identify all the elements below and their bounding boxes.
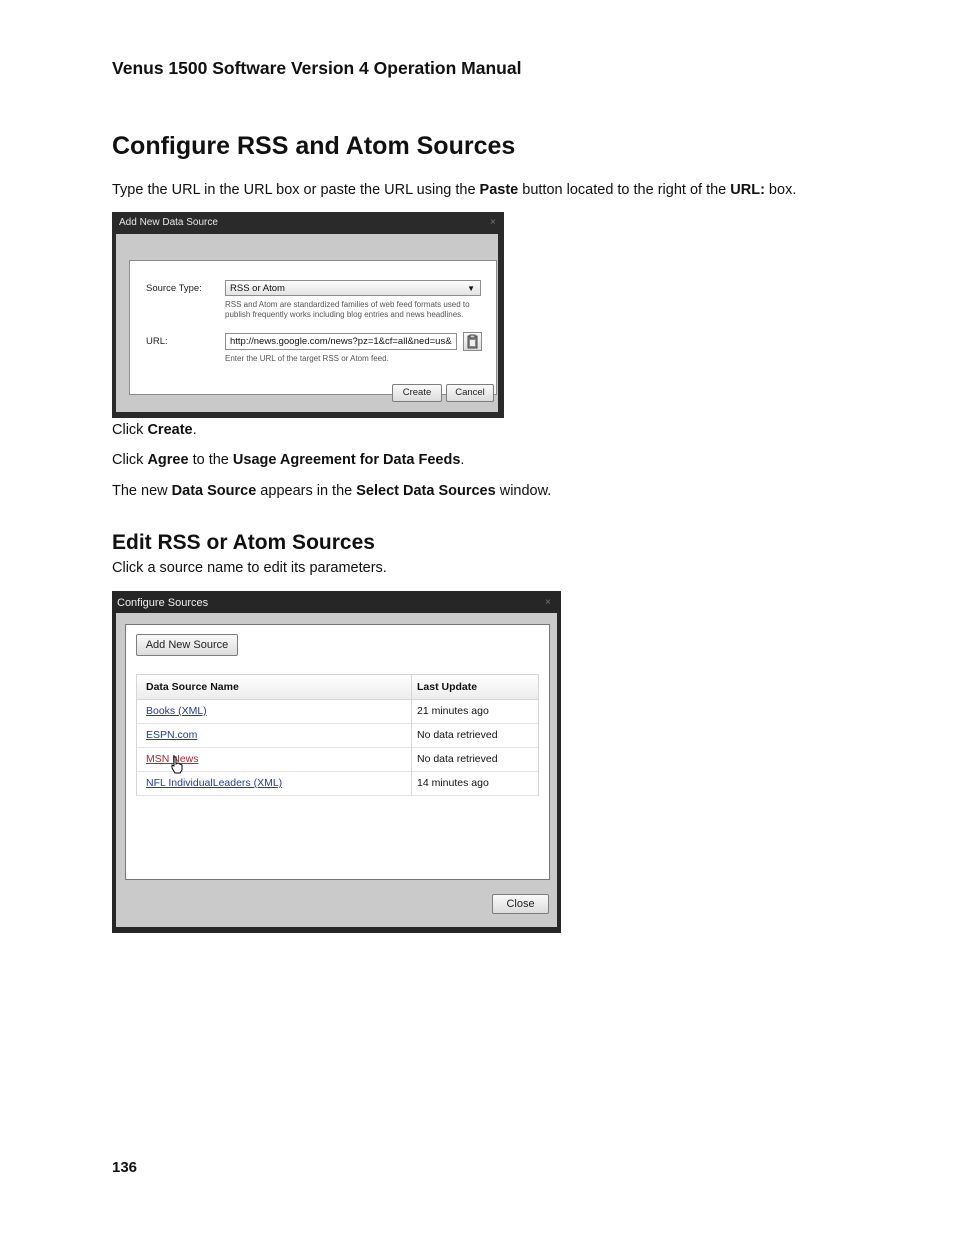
last-update-cell: No data retrieved xyxy=(417,753,498,765)
url-label: URL: xyxy=(146,336,168,347)
dialog-title: Configure Sources xyxy=(117,597,209,609)
url-help-text: Enter the URL of the target RSS or Atom feed. xyxy=(225,354,389,363)
section-title-edit: Edit RSS or Atom Sources xyxy=(112,531,375,554)
source-link-nfl[interactable]: NFL IndividualLeaders (XML) xyxy=(146,777,283,789)
column-header-name: Data Source Name xyxy=(146,681,239,693)
sources-table xyxy=(136,674,539,796)
source-type-label: Source Type: xyxy=(146,283,202,294)
close-button[interactable]: Close xyxy=(492,894,549,914)
dialog-body xyxy=(116,234,498,412)
last-update-cell: No data retrieved xyxy=(417,729,498,741)
clipboard-icon xyxy=(464,333,481,350)
source-type-select[interactable]: RSS or Atom ▼ xyxy=(225,280,481,296)
source-link-espn[interactable]: ESPN.com xyxy=(146,729,198,741)
add-new-source-button[interactable]: Add New Source xyxy=(136,634,238,656)
paragraph-edit-intro: Click a source name to edit its parameters. xyxy=(112,560,387,576)
close-icon[interactable]: × xyxy=(490,217,496,228)
add-new-data-source-dialog xyxy=(112,212,504,418)
close-icon[interactable]: × xyxy=(545,597,551,608)
configure-sources-dialog xyxy=(112,591,561,933)
table-header xyxy=(136,674,539,700)
table-row xyxy=(137,724,538,748)
paste-button[interactable] xyxy=(463,332,482,351)
paragraph-intro: Type the URL in the URL box or paste the URL using the Paste button located to the right of the URL: box. xyxy=(112,182,797,198)
source-link-msn-news[interactable]: MSN News xyxy=(146,753,199,765)
step-click-create: Click Create. xyxy=(112,422,197,438)
dialog-body xyxy=(116,613,557,927)
dialog-title: Add New Data Source xyxy=(119,217,218,228)
url-input[interactable]: http://news.google.com/news?pz=1&cf=all&ned=us& xyxy=(225,333,457,350)
chevron-down-icon: ▼ xyxy=(467,284,475,293)
dialog-panel xyxy=(129,260,497,395)
source-link-books[interactable]: Books (XML) xyxy=(146,705,207,717)
step-new-source: The new Data Source appears in the Select Data Sources window. xyxy=(112,483,552,499)
step-click-agree: Click Agree to the Usage Agreement for Data Feeds. xyxy=(112,452,465,468)
cancel-button[interactable]: Cancel xyxy=(446,384,494,402)
create-button[interactable]: Create xyxy=(392,384,442,402)
last-update-cell: 14 minutes ago xyxy=(417,777,489,789)
dialog-panel xyxy=(125,624,550,880)
running-header: Venus 1500 Software Version 4 Operation Manual xyxy=(112,58,522,78)
table-row xyxy=(137,700,538,724)
last-update-cell: 21 minutes ago xyxy=(417,705,489,717)
table-row xyxy=(137,748,538,772)
column-header-last-update: Last Update xyxy=(417,681,478,693)
source-type-description: RSS and Atom are standardized families of web feed formats used to publish frequently works including blog entries and news headlines. xyxy=(225,300,470,319)
page-number: 136 xyxy=(112,1159,138,1176)
section-title-configure: Configure RSS and Atom Sources xyxy=(112,132,516,160)
table-row xyxy=(137,772,538,796)
